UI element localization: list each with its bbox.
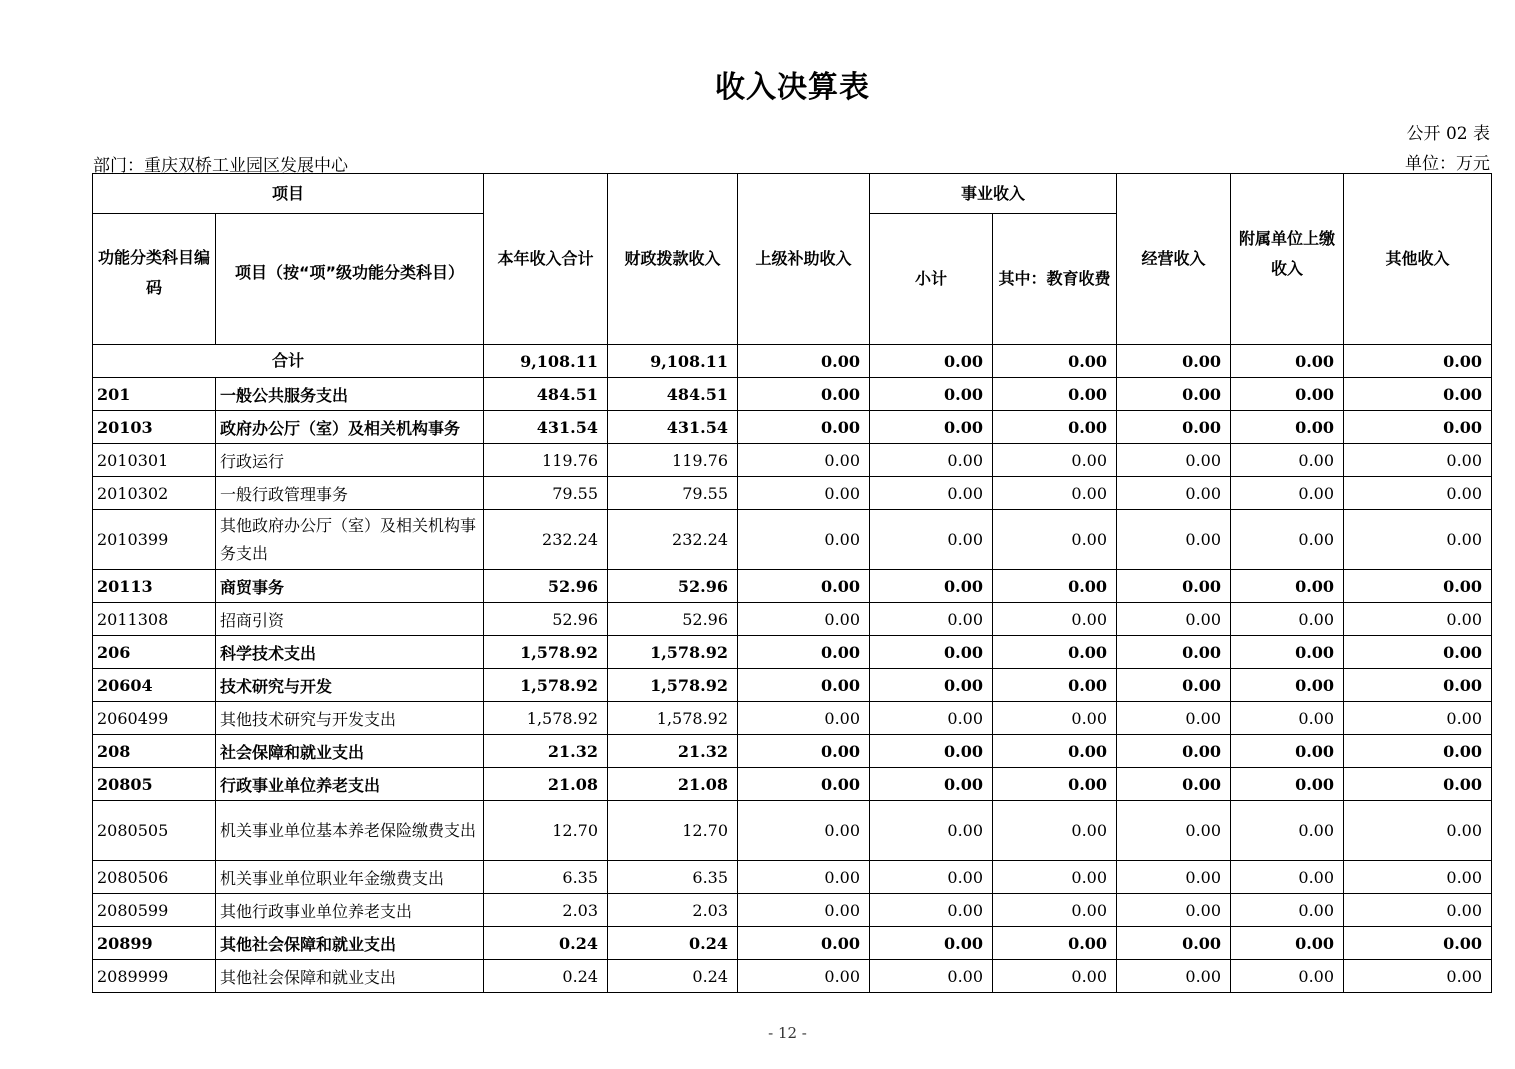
row-value: 0.00 — [870, 570, 993, 603]
row-code: 2010399 — [93, 510, 216, 570]
row-value: 2.03 — [484, 894, 608, 927]
row-value: 0.00 — [993, 477, 1117, 510]
row-value: 12.70 — [608, 801, 738, 861]
row-value: 0.00 — [993, 702, 1117, 735]
row-value: 1,578.92 — [484, 702, 608, 735]
row-value: 0.00 — [1231, 861, 1344, 894]
row-value: 6.35 — [608, 861, 738, 894]
row-value: 0.00 — [1344, 603, 1492, 636]
row-value: 0.00 — [738, 927, 870, 960]
row-value: 0.00 — [993, 960, 1117, 993]
row-value: 1,578.92 — [484, 636, 608, 669]
row-value: 0.00 — [993, 894, 1117, 927]
row-value: 0.00 — [1344, 894, 1492, 927]
row-code: 20604 — [93, 669, 216, 702]
total-cell: 0.00 — [738, 345, 870, 378]
row-value: 0.00 — [738, 768, 870, 801]
row-name: 招商引资 — [216, 603, 484, 636]
table-row — [93, 960, 1492, 993]
row-code: 20103 — [93, 411, 216, 444]
header-superior-subsidy: 上级补助收入 — [738, 174, 870, 345]
row-value: 0.00 — [1344, 378, 1492, 411]
row-value: 0.00 — [993, 510, 1117, 570]
row-value: 0.00 — [738, 669, 870, 702]
row-value: 0.00 — [1344, 801, 1492, 861]
row-name: 其他社会保障和就业支出 — [216, 960, 484, 993]
table-row — [93, 477, 1492, 510]
page-title: 收入决算表 — [715, 70, 870, 105]
row-name: 科学技术支出 — [216, 636, 484, 669]
department-label: 部门：重庆双桥工业园区发展中心 — [93, 156, 348, 176]
table-row — [93, 702, 1492, 735]
row-code: 2080506 — [93, 861, 216, 894]
row-value: 0.00 — [738, 702, 870, 735]
page-number: - 12 - — [768, 1024, 807, 1042]
row-value: 52.96 — [484, 603, 608, 636]
row-value: 0.00 — [870, 444, 993, 477]
row-value: 0.00 — [1231, 510, 1344, 570]
row-value: 0.00 — [1231, 636, 1344, 669]
row-value: 0.00 — [738, 636, 870, 669]
row-value: 0.00 — [1231, 702, 1344, 735]
row-code: 2011308 — [93, 603, 216, 636]
row-value: 0.00 — [993, 735, 1117, 768]
unit-label: 单位：万元 — [1405, 154, 1490, 174]
table-row — [93, 801, 1492, 861]
total-cell: 0.00 — [870, 345, 993, 378]
row-value: 0.00 — [870, 702, 993, 735]
row-value: 0.00 — [1344, 927, 1492, 960]
row-value: 1,578.92 — [608, 702, 738, 735]
row-name: 商贸事务 — [216, 570, 484, 603]
row-value: 0.00 — [1231, 894, 1344, 927]
row-code: 20805 — [93, 768, 216, 801]
header-affiliated: 附属单位上缴收入 — [1231, 174, 1344, 345]
row-value: 0.00 — [1117, 861, 1231, 894]
row-name: 其他行政事业单位养老支出 — [216, 894, 484, 927]
table-row — [93, 378, 1492, 411]
row-value: 0.00 — [1117, 735, 1231, 768]
row-value: 0.00 — [870, 603, 993, 636]
row-code: 2060499 — [93, 702, 216, 735]
row-value: 0.00 — [993, 444, 1117, 477]
total-cell: 9,108.11 — [484, 345, 608, 378]
row-value: 431.54 — [608, 411, 738, 444]
row-value: 0.00 — [1344, 702, 1492, 735]
table-row — [93, 603, 1492, 636]
row-value: 12.70 — [484, 801, 608, 861]
row-value: 119.76 — [484, 444, 608, 477]
row-value: 0.00 — [993, 570, 1117, 603]
row-value: 0.00 — [738, 477, 870, 510]
row-name: 一般行政管理事务 — [216, 477, 484, 510]
row-value: 0.00 — [870, 477, 993, 510]
row-value: 0.00 — [993, 603, 1117, 636]
row-name: 其他社会保障和就业支出 — [216, 927, 484, 960]
row-value: 0.00 — [738, 801, 870, 861]
row-value: 0.00 — [993, 927, 1117, 960]
row-value: 0.00 — [1117, 477, 1231, 510]
row-value: 0.00 — [738, 378, 870, 411]
header-other: 其他收入 — [1344, 174, 1492, 345]
row-value: 0.00 — [870, 636, 993, 669]
header-project: 项目 — [93, 174, 484, 214]
row-value: 0.00 — [1117, 768, 1231, 801]
row-value: 0.00 — [1117, 960, 1231, 993]
table-row — [93, 570, 1492, 603]
row-name: 政府办公厅（室）及相关机构事务 — [216, 411, 484, 444]
row-value: 0.00 — [1231, 669, 1344, 702]
row-value: 484.51 — [484, 378, 608, 411]
row-value: 0.00 — [1344, 768, 1492, 801]
row-value: 0.00 — [993, 768, 1117, 801]
row-value: 0.00 — [870, 894, 993, 927]
row-value: 0.00 — [870, 861, 993, 894]
form-number: 公开 02 表 — [1406, 124, 1490, 144]
row-value: 0.00 — [993, 801, 1117, 861]
row-value: 0.00 — [1344, 861, 1492, 894]
row-value: 0.00 — [738, 960, 870, 993]
row-value: 52.96 — [608, 603, 738, 636]
income-table — [92, 173, 1492, 993]
row-code: 2080505 — [93, 801, 216, 861]
row-value: 484.51 — [608, 378, 738, 411]
header-total-income: 本年收入合计 — [484, 174, 608, 345]
row-name: 技术研究与开发 — [216, 669, 484, 702]
row-value: 0.24 — [608, 927, 738, 960]
row-value: 2.03 — [608, 894, 738, 927]
row-name: 社会保障和就业支出 — [216, 735, 484, 768]
total-cell: 0.00 — [1344, 345, 1492, 378]
row-value: 0.00 — [1117, 444, 1231, 477]
row-value: 6.35 — [484, 861, 608, 894]
table-row — [93, 735, 1492, 768]
row-name: 机关事业单位基本养老保险缴费支出 — [216, 801, 484, 861]
table-row — [93, 636, 1492, 669]
row-value: 0.00 — [993, 636, 1117, 669]
header-business-income: 事业收入 — [870, 174, 1117, 214]
row-value: 0.00 — [1231, 927, 1344, 960]
row-value: 21.32 — [484, 735, 608, 768]
row-value: 0.00 — [1231, 768, 1344, 801]
row-value: 0.00 — [870, 669, 993, 702]
row-value: 0.00 — [993, 411, 1117, 444]
table-row — [93, 444, 1492, 477]
row-code: 208 — [93, 735, 216, 768]
row-code: 201 — [93, 378, 216, 411]
row-value: 0.00 — [1231, 960, 1344, 993]
row-value: 0.00 — [1344, 735, 1492, 768]
table-body — [93, 378, 1492, 993]
row-code: 206 — [93, 636, 216, 669]
row-value: 79.55 — [608, 477, 738, 510]
row-name: 行政事业单位养老支出 — [216, 768, 484, 801]
row-value: 431.54 — [484, 411, 608, 444]
row-value: 0.00 — [1117, 510, 1231, 570]
row-value: 0.00 — [1117, 801, 1231, 861]
row-value: 0.00 — [1117, 378, 1231, 411]
total-cell: 0.00 — [993, 345, 1117, 378]
row-value: 0.00 — [1231, 444, 1344, 477]
row-value: 0.00 — [738, 735, 870, 768]
row-value: 0.00 — [1231, 570, 1344, 603]
row-value: 0.00 — [738, 861, 870, 894]
row-value: 0.00 — [1344, 477, 1492, 510]
row-value: 0.00 — [1231, 411, 1344, 444]
row-value: 1,578.92 — [608, 636, 738, 669]
row-value: 0.00 — [1231, 603, 1344, 636]
row-value: 52.96 — [484, 570, 608, 603]
row-value: 0.00 — [870, 735, 993, 768]
row-value: 0.00 — [1344, 570, 1492, 603]
row-value: 1,578.92 — [608, 669, 738, 702]
row-code: 2010302 — [93, 477, 216, 510]
row-code: 20113 — [93, 570, 216, 603]
row-value: 0.00 — [1117, 411, 1231, 444]
table-row — [93, 894, 1492, 927]
row-value: 0.00 — [993, 378, 1117, 411]
row-value: 0.00 — [1117, 570, 1231, 603]
total-row — [93, 345, 1492, 378]
row-code: 2010301 — [93, 444, 216, 477]
row-value: 0.24 — [608, 960, 738, 993]
row-value: 1,578.92 — [484, 669, 608, 702]
row-value: 0.00 — [1344, 636, 1492, 669]
row-value: 119.76 — [608, 444, 738, 477]
row-name: 其他政府办公厅（室）及相关机构事务支出 — [216, 510, 484, 570]
row-value: 0.00 — [870, 768, 993, 801]
row-value: 0.00 — [870, 510, 993, 570]
row-value: 0.24 — [484, 960, 608, 993]
row-code: 2089999 — [93, 960, 216, 993]
header-education-fee: 其中：教育收费 — [993, 214, 1117, 345]
total-cell: 0.00 — [1231, 345, 1344, 378]
header-code: 功能分类科目编码 — [93, 214, 216, 345]
row-value: 0.00 — [1117, 669, 1231, 702]
row-value: 0.00 — [870, 927, 993, 960]
row-value: 52.96 — [608, 570, 738, 603]
row-value: 0.00 — [738, 444, 870, 477]
row-value: 0.00 — [1231, 735, 1344, 768]
row-value: 0.00 — [1117, 927, 1231, 960]
row-name: 机关事业单位职业年金缴费支出 — [216, 861, 484, 894]
table-row — [93, 927, 1492, 960]
row-value: 0.00 — [1231, 801, 1344, 861]
table-row — [93, 861, 1492, 894]
row-value: 0.00 — [870, 378, 993, 411]
total-label: 合计 — [93, 345, 484, 378]
row-value: 0.24 — [484, 927, 608, 960]
row-name: 行政运行 — [216, 444, 484, 477]
row-value: 0.00 — [738, 510, 870, 570]
table-header — [93, 174, 1492, 378]
row-name: 其他技术研究与开发支出 — [216, 702, 484, 735]
row-code: 2080599 — [93, 894, 216, 927]
row-code: 20899 — [93, 927, 216, 960]
total-cell: 0.00 — [1117, 345, 1231, 378]
row-value: 0.00 — [993, 669, 1117, 702]
row-value: 232.24 — [484, 510, 608, 570]
row-value: 0.00 — [1344, 510, 1492, 570]
row-value: 0.00 — [1117, 603, 1231, 636]
row-value: 0.00 — [738, 603, 870, 636]
row-name: 一般公共服务支出 — [216, 378, 484, 411]
row-value: 21.32 — [608, 735, 738, 768]
row-value: 0.00 — [1344, 960, 1492, 993]
row-value: 0.00 — [1344, 444, 1492, 477]
row-value: 0.00 — [1231, 378, 1344, 411]
row-value: 0.00 — [738, 411, 870, 444]
row-value: 0.00 — [1344, 669, 1492, 702]
row-value: 0.00 — [870, 411, 993, 444]
row-value: 21.08 — [608, 768, 738, 801]
row-value: 0.00 — [738, 894, 870, 927]
row-value: 0.00 — [870, 801, 993, 861]
table-row — [93, 510, 1492, 570]
row-value: 0.00 — [993, 861, 1117, 894]
row-value: 79.55 — [484, 477, 608, 510]
row-value: 0.00 — [1231, 477, 1344, 510]
table-row — [93, 411, 1492, 444]
table-row — [93, 669, 1492, 702]
header-subtotal: 小计 — [870, 214, 993, 345]
row-value: 0.00 — [1344, 411, 1492, 444]
row-value: 0.00 — [870, 960, 993, 993]
row-value: 232.24 — [608, 510, 738, 570]
row-value: 0.00 — [1117, 702, 1231, 735]
row-value: 0.00 — [1117, 894, 1231, 927]
header-fiscal: 财政拨款收入 — [608, 174, 738, 345]
row-value: 0.00 — [738, 570, 870, 603]
table-row — [93, 768, 1492, 801]
header-name: 项目（按“项”级功能分类科目） — [216, 214, 484, 345]
row-value: 21.08 — [484, 768, 608, 801]
total-cell: 9,108.11 — [608, 345, 738, 378]
header-operating: 经营收入 — [1117, 174, 1231, 345]
row-value: 0.00 — [1117, 636, 1231, 669]
